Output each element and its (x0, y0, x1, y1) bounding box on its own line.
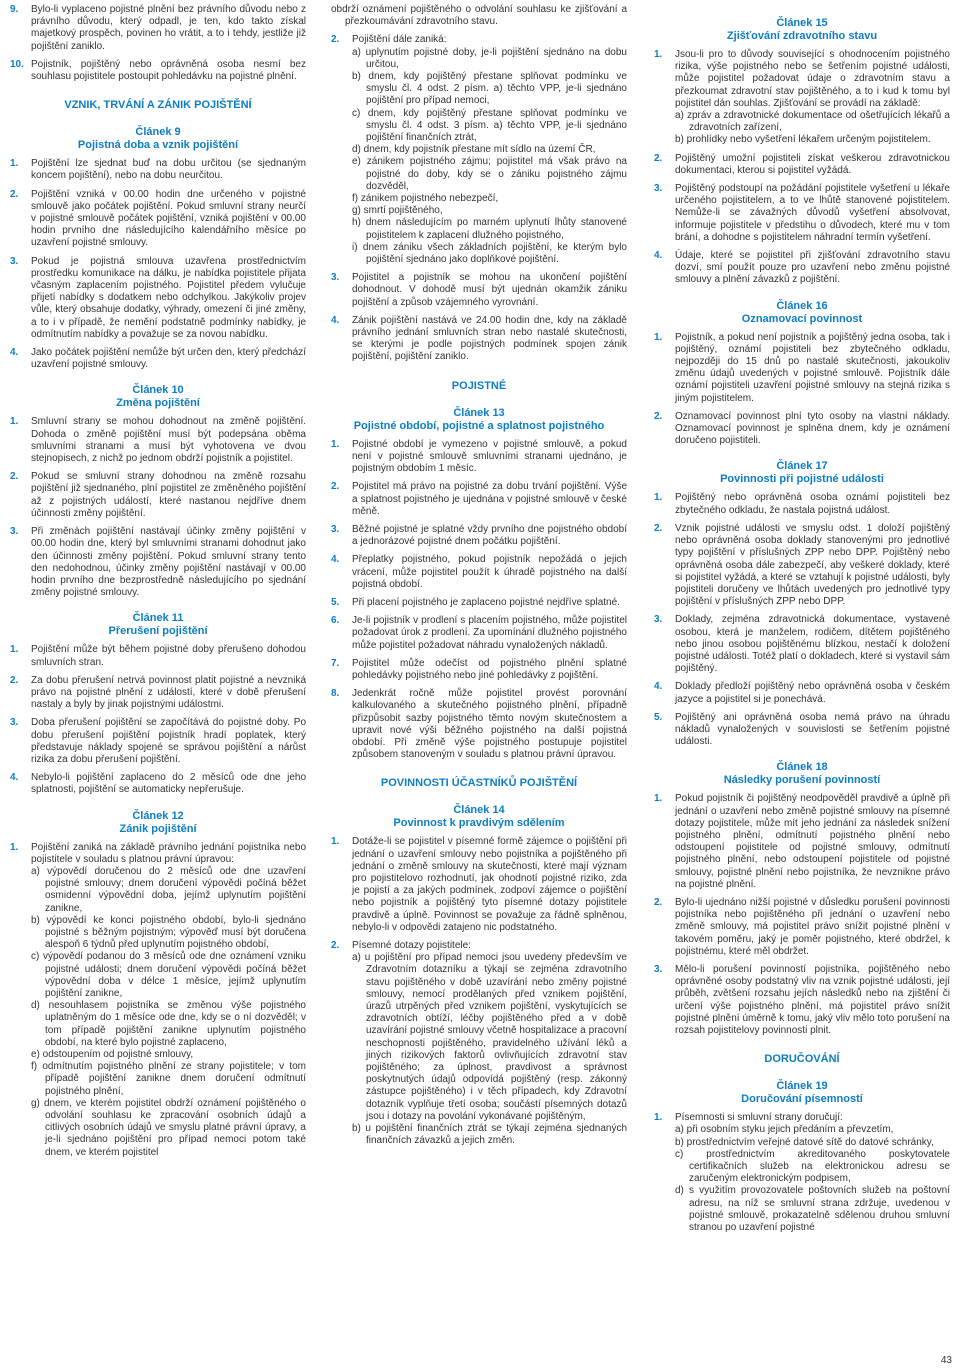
continued-text: obdrží oznámení pojištěného o odvolání souhlasu ke zjišťování a přezkoumávání zdravotního stavu. (331, 4, 627, 28)
clause-text: Pojistník, pojištěný nebo oprávněná osoba nesmí bez souhlasu pojistitele postoupit pohledávku na pojistné plnění. (31, 58, 306, 83)
clause-number: 8. (331, 688, 340, 700)
text-column-left (10, 4, 306, 1165)
clause-text: Vznik pojistné události ve smyslu odst. 1 doloží pojištěný nebo oprávněná osoba doklady stanovenými pro jednotlivé typy pojištění v příslušných ZPP nebo DPP. Pojištěný nebo oprávněná osoba dále zabezpečí, aby veškeré doklady, které si pojistitel vyžádá, a které se vztahují k pojistné události, byly pojistiteli doručeny ve lhůtách uvedených pro jednotlivé typy pojištění v příslušných ZPP nebo DPP. (675, 522, 950, 608)
clause-number: 4. (654, 681, 663, 693)
article-heading: Článek 15 (776, 17, 828, 29)
clause-item (10, 59, 306, 83)
clause-item (10, 675, 306, 712)
clause-text: Bylo-li vyplaceno pojistné plnění bez právního důvodu nebo z právního důvodu, který odpadl, je ten, kdo takto získal majetkový prospěch, povinen ho vrátit, a to i tehdy, jestliže již pojištění zaniklo. (31, 4, 306, 52)
clause-number: 1. (10, 644, 19, 656)
article-heading: Článek 10 (132, 384, 184, 397)
article-heading: Článek 13 (453, 406, 505, 419)
clause-body (675, 153, 950, 177)
clause-item (10, 189, 306, 250)
clause-number: 1. (331, 438, 340, 450)
clause-body (675, 49, 950, 147)
clause-body (675, 332, 950, 405)
clause-body (675, 793, 950, 891)
clause-subitem: i) dnem zániku všech základních pojištění, ke kterým bylo pojištění sjednáno jako doplňkové pojištění. (352, 241, 627, 266)
clause-subitem: b) u pojištění finančních ztrát se týkají zejména sjednaných finančních závazků a jejich změn. (352, 1123, 627, 1147)
section-heading: VZNIK, TRVÁNÍ A ZÁNIK POJIŠTĚNÍ (64, 99, 252, 112)
clause-text: Doklady, zejména zdravotnická dokumentace, vystavené osobou, která je manželem, rodičem, dítětem pojištěného nebo jinou osobou pojištěnému blízkou, nestačí k doložení pojistné události. Totéž platí o dokladech, které si vystavil sám pojištěný. (675, 614, 950, 675)
clause-subitem: a) zpráv a zdravotnické dokumentace od ošetřujících lékařů a zdravotních zařízení, (675, 110, 950, 134)
clause-number: 10. (10, 58, 24, 70)
clause-body (352, 688, 627, 761)
article-title: Oznamovací povinnost (741, 312, 863, 325)
article-title: Přerušení pojištění (108, 625, 208, 638)
clause-text: Jedenkrát ročně může pojistitel provést porovnání kalkulovaného a skutečného pojistného plnění, případně přizpůsobit sazby pojistného těmto novým skutečnostem a upravit nové výši běžného pojistného na další pojistná období. Při změně výše pojistného postupuje pojistitel způsobem stanoveným v souladu s platnou právní úpravou. (352, 688, 627, 761)
clause-body (675, 964, 950, 1037)
clause-item (331, 615, 627, 652)
clause-body (352, 940, 627, 1147)
clause-item (654, 1112, 950, 1234)
clause-body (352, 836, 627, 934)
clause-number: 1. (10, 416, 19, 428)
clause-item (654, 183, 950, 244)
clause-body (31, 842, 306, 1159)
clause-text: Pojištěný nebo oprávněná osoba oznámí pojistiteli bez zbytečného odkladu, že nastala pojistná událost. (675, 492, 950, 516)
clause-text: Mělo-li porušení povinností pojistníka, pojištěného nebo oprávněné osoby podstatný vliv na vznik pojistné události, její průběh, zvětšení rozsahu jejích následků nebo na zjištění či určení výše pojistného plnění, má pojistitel právo snížit pojistné plnění úměrně k tomu, jaký vliv mělo toto porušení na rozsah pojistitelovy povinnosti plnit. (675, 963, 950, 1036)
clause-item (654, 153, 950, 177)
clause-number: 9. (10, 4, 19, 15)
clause-subitem: f) zánikem pojistného nebezpečí, (352, 193, 499, 205)
clause-body (352, 439, 627, 476)
clause-text: Pojištění zaniká na základě právního jednání pojistníka nebo pojistitele v souladu s platnou právní úpravou: (31, 841, 306, 865)
clause-text: Pojistné období je vymezeno v pojistné smlouvě, a pokud není v pojistné smlouvě smluvními stranami ujednáno, je pojistným obdobím 1 měsíc. (352, 438, 627, 475)
clause-item (654, 49, 950, 147)
clause-text: Pojistitel může odečíst od pojistného plnění splatné pohledávky pojistného nebo jiné pohledávky z pojištění. (352, 657, 627, 681)
clause-number: 2. (331, 481, 340, 493)
clause-subitem: h) dnem následujícím po marném uplynutí lhůty stanovené pojistitelem k zaplacení dlužného pojistného, (352, 217, 627, 241)
clause-number: 2. (654, 152, 663, 164)
clause-item (654, 964, 950, 1037)
clause-body (31, 416, 306, 465)
clause-text: Oznamovací povinnost plní tyto osoby na vlastní náklady. Oznamovací povinnost je splněna dnem, kdy je oznámení doručeno pojistiteli. (675, 410, 950, 447)
clause-text: Pojištěný umožní pojistiteli získat veškerou zdravotnickou dokumentaci, kterou si pojistitel vyžádá. (675, 152, 950, 176)
clause-item (331, 315, 627, 364)
clause-number: 3. (331, 523, 340, 535)
clause-text: Smluvní strany se mohou dohodnout na změně pojištění. Dohoda o změně pojištění musí být podepsána oběma smluvními stranami a musí být vyhotovena ve dvou stejnopisech, z nichž po jednom obdrží pojistník a pojistitel. (31, 416, 306, 465)
clause-item (10, 256, 306, 341)
article-heading: Článek 14 (453, 804, 505, 817)
clause-text: Údaje, které se pojistitel při zjišťování zdravotního stavu dozví, smí použít pouze pro uzavření nebo změnu pojistné smlouvy a plnění závazků z pojištění. (675, 250, 950, 286)
clause-text: Je-li pojistník v prodlení s placením pojistného, může pojistitel požadovat úrok z prodlení. Za upomínání dlužného pojistného může pojistitel požadovat náhradu vynaložených nákladů. (352, 615, 627, 651)
clause-number: 4. (10, 772, 19, 784)
clause-number: 2. (654, 896, 663, 908)
clause-text: Pojištění může být během pojistné doby přerušeno dohodou smluvních stran. (31, 644, 306, 668)
article-title: Povinnosti při pojistné události (720, 473, 884, 486)
clause-number: 1. (654, 793, 663, 805)
clause-body (31, 644, 306, 668)
clause-item (654, 492, 950, 516)
clause-body (31, 256, 306, 341)
clause-body (31, 526, 306, 599)
clause-number: 1. (654, 1112, 663, 1124)
clause-item (331, 524, 627, 548)
clause-subitem: c) dnem, kdy pojištěný přestane splňovat podmínku ve smyslu čl. 4 odst. 3 písm. a) těchto VPP, je-li sjednáno pojištění finančních ztrát, (352, 107, 627, 144)
article-title: Změna pojištění (116, 397, 200, 410)
article-heading: Článek 11 (132, 612, 184, 625)
clause-text: Pojištění lze sjednat buď na dobu určitou (se sjednaným koncem pojištění), nebo na dobu neurčitou. (31, 158, 306, 182)
section-heading: DORUČOVÁNÍ (764, 1053, 840, 1066)
page-number: 43 (940, 1355, 952, 1366)
clause-text: Písemnosti si smluvní strany doručují: (675, 1112, 843, 1124)
clause-item (10, 471, 306, 520)
article-title: Následky porušení povinností (723, 774, 881, 787)
clause-body (31, 59, 306, 83)
clause-body (352, 597, 627, 609)
article-title: Zjišťování zdravotního stavu (726, 30, 878, 42)
article-heading: Článek 12 (132, 809, 184, 822)
clause-text: Nebylo-li pojištění zaplaceno do 2 měsíců ode dne jeho splatnosti, pojištění se automaticky nepřerušuje. (31, 772, 306, 796)
article-title: Pojistná doba a vznik pojištění (77, 139, 239, 152)
clause-item (331, 836, 627, 934)
clause-number: 1. (10, 158, 19, 170)
clause-body (31, 158, 306, 182)
clause-item (331, 688, 627, 761)
clause-item (10, 772, 306, 796)
clause-body (675, 614, 950, 675)
clause-item (10, 644, 306, 668)
article-title: Doručování písemností (741, 1093, 863, 1106)
clause-body (675, 712, 950, 749)
article-heading: Článek 9 (135, 126, 181, 139)
clause-subitem: a) výpovědí doručenou do 2 měsíců ode dne uzavření pojistné smlouvy; dnem doručení výpovědi počíná běžet osmidenní výpovědní doba, jejímž uplynutím pojištění zanikne, (31, 865, 306, 914)
clause-item (10, 842, 306, 1159)
clause-text: Jako počátek pojištění nemůže být určen den, který předchází uzavření pojistné smlouvy. (31, 347, 306, 371)
clause-text: Bylo-li ujednáno nižší pojistné v důsledku porušení povinnosti pojistníka nebo pojištěného při jednání o uzavření nebo změně smlouvy, má pojistitel právo snížit pojistné plnění v takovém poměru, jaký je poměr pojistného, které obdržel, k pojistnému, které měl obdržet. (675, 896, 950, 957)
article-heading: Článek 19 (776, 1080, 828, 1093)
clause-body (675, 681, 950, 705)
clause-subitem: c) prostřednictvím akreditovaného poskytovatele certifikačních služeb na elektronickou adresu se zaručeným elektronickým podpisem, (675, 1148, 950, 1185)
text-column-right (654, 4, 950, 1240)
clause-body (31, 4, 306, 53)
clause-body (352, 658, 627, 682)
clause-number: 3. (10, 255, 19, 267)
clause-body (31, 675, 306, 712)
clause-subitem: d) dnem, kdy pojistník přestane mít sídlo na území ČR, (352, 144, 596, 156)
article-heading: Článek 17 (776, 460, 828, 473)
clause-body (675, 183, 950, 244)
clause-number: 3. (331, 272, 340, 284)
clause-body (31, 347, 306, 371)
clause-item (331, 272, 627, 309)
clause-text: Dotáže-li se pojistitel v písemné formě zájemce o pojištění při jednání o uzavření smlouvy nebo pojistníka a pojištěného při jednání o změně smlouvy na skutečnosti, které mají význam pro pojistitelovo rozhodnutí, jak ohodnotí pojistné riziko, zda je pojistí a za jakých podmínek, zodpoví zájemce o pojištění nebo pojistník a pojištěný tyto písemné dotazy pojistitele pravdivě a úplně. Povinnost se považuje za řádně splněnou, nebylo-li v odpovědi zatajeno nic podstatného. (352, 836, 627, 933)
clause-subitem: b) výpovědí ke konci pojistného období, bylo-li sjednáno pojistné s běžným pojistným; výpověď musí být doručena alespoň 6 týdnů před uplynutím pojistného období, (31, 914, 306, 951)
clause-subitem: e) odstoupením od pojistné smlouvy, (31, 1049, 194, 1060)
clause-number: 2. (654, 410, 663, 422)
clause-subitem: b) prohlídky nebo vyšetření lékařem určeným pojistitelem. (675, 134, 931, 146)
clause-body (675, 523, 950, 608)
clause-number: 3. (654, 614, 663, 626)
clause-item (331, 554, 627, 591)
clause-number: 5. (654, 711, 663, 723)
clause-number: 4. (10, 347, 19, 359)
text-column-middle (331, 4, 627, 1153)
clause-number: 1. (10, 841, 19, 853)
clause-item (654, 332, 950, 405)
clause-subitem: a) u pojištění pro případ nemoci jsou uvedeny především ve Zdravotním dotazníku a týkají se zejména zdravotního stavu pojištěného v době uzavírání nebo změny pojistné smlouvy, nemocí prodělaných před vznikem pojištění, úrazů utrpěných před vznikem pojištění, vyskytujících se zdravotních obtíží, léčby pojištěného před a v době uzavírání pojistné smlouvy včetně hospitalizace a pracovní neschopnosti pojištěného, pravidelného užívání léků a jiných rizikových faktorů ovlivňujících zdravotní stav pojištěného; za úplnost, pravdivost a správnost poskytnutých údajů odpovídá pojištěný (resp. zákonný zástupce pojištěného) i v těch případech, kdy Zdravotní dotazník vyplňuje třetí osoba; součástí písemných dotazů jsou i dotazy na povolání vykonávané pojištěným, (352, 952, 627, 1122)
clause-number: 1. (654, 331, 663, 343)
clause-item (10, 347, 306, 371)
article-title: Zánik pojištění (119, 822, 197, 835)
clause-text: Pojištění vzniká v 00.00 hodin dne určeného v pojistné smlouvě jako počátek pojištění. Pokud smluvní strany neurčí v pojistné smlouvě počátek pojištění, vzniká pojištění v 00.00 hodin prvního dne následujícího kalendářního měsíce po uzavření pojistné smlouvy. (31, 188, 306, 249)
clause-text: Za dobu přerušení netrvá povinnost platit pojistné a nevzniká právo na pojistné plnění z událostí, které v době přerušení nastaly a byly by jinak pojistnými událostmi. (31, 674, 306, 711)
clause-item (331, 481, 627, 518)
clause-subitem: a) uplynutím pojistné doby, je-li pojištění sjednáno na dobu určitou, (352, 46, 627, 70)
clause-text: Běžné pojistné je splatné vždy prvního dne pojistného období a jednorázové pojistné dnem počátku pojištění. (352, 523, 627, 548)
clause-body (352, 272, 627, 309)
clause-subitem: a) při osobním styku jejich předáním a převzetím, (675, 1124, 894, 1136)
clause-body (675, 1112, 950, 1234)
clause-text: Doba přerušení pojištění se započítává do pojistné doby. Po dobu přerušení pojištění pojistník hradí poplatek, který představuje náklady spojené se správou pojištění a nárůst rizika za dobu přerušení pojištění. (31, 717, 306, 765)
clause-text: Písemné dotazy pojistitele: (352, 939, 471, 951)
clause-text: Při placení pojistného je zaplaceno pojistné nejdříve splatné. (352, 596, 620, 608)
clause-subitem: d) nesouhlasem pojistníka se změnou výše pojistného uplatněným do 1 měsíce ode dne, kdy se o ní dozvěděl; v tom případě pojištění zanikne uplynutím pojistného období, na které bylo pojistné zaplaceno, (31, 1000, 306, 1048)
clause-item (331, 940, 627, 1147)
clause-body (352, 615, 627, 652)
clause-body (31, 189, 306, 250)
clause-item (654, 681, 950, 705)
clause-number: 1. (654, 49, 663, 60)
clause-number: 2. (331, 939, 340, 951)
clause-body (675, 492, 950, 516)
clause-subitem: g) smrtí pojištěného, (352, 205, 443, 217)
clause-number: 3. (654, 963, 663, 975)
clause-item (654, 411, 950, 448)
section-heading: POJISTNÉ (451, 379, 507, 392)
article-title: Pojistné období, pojistné a splatnost pojistného (353, 419, 605, 432)
clause-subitem: f) odmítnutím pojistného plnění ze strany pojistitele; v tom případě pojištění zanikne dnem doručení odmítnutí pojistného plnění, (31, 1061, 306, 1097)
clause-subitem: g) dnem, ve kterém pojistitel obdrží oznámení pojištěného o odvolání souhlasu ke zpracování osobních údajů a citlivých osobních údajů ve smyslu platné právní úpravy, a je-li sjednáno pojištění pro případ nemoci potom také dnem, ve kterém pojistitel (31, 1097, 306, 1158)
clause-subitem: b) prostřednictvím veřejné datové sítě do datové schránky, (675, 1136, 934, 1148)
clause-item (331, 597, 627, 609)
clause-item (654, 250, 950, 287)
clause-body (352, 554, 627, 591)
clause-body (31, 717, 306, 766)
clause-text: Při změnách pojištění nastávají účinky změny pojištění v 00.00 hodin dne, který byl smluvními stranami dohodnut jako den účinnosti změny pojištění. Pokud smluvní strany tento den nedohodnou, účinky změny pojištění nastávají v 00.00 hodin prvního dne bezprostředně následujícího po sjednání změny pojistné smlouvy. (31, 526, 306, 599)
clause-number: 6. (331, 615, 340, 627)
article-heading: Článek 16 (776, 299, 828, 312)
article-heading: Článek 18 (776, 761, 828, 774)
clause-number: 3. (10, 526, 19, 538)
clause-number: 2. (331, 34, 340, 46)
clause-text: Pojištění dále zaniká: (352, 34, 447, 46)
clause-item (10, 526, 306, 599)
clause-number: 7. (331, 657, 340, 669)
clause-body (31, 471, 306, 520)
article-title: Povinnost k pravdivým sdělením (393, 817, 565, 830)
clause-subitem: d) s využitím provozovatele poštovních služeb na poštovní adresu, na níž se smluvní strana zdržuje, uvedenou v pojistné smlouvě, prokazatelně sdělenou druhou smluvní stranou po uzavření pojistné (675, 1185, 950, 1234)
clause-number: 4. (654, 250, 663, 262)
clause-item (10, 717, 306, 766)
clause-body (675, 897, 950, 958)
clause-item (331, 658, 627, 682)
clause-number: 1. (654, 492, 663, 504)
clause-text: Pojistitel má právo na pojistné za dobu trvání pojištění. Výše a splatnost pojistného je ujednána v pojistné smlouvě v české měně. (352, 481, 627, 517)
clause-item (10, 416, 306, 465)
clause-item (10, 158, 306, 182)
clause-body (352, 524, 627, 548)
clause-item (654, 614, 950, 675)
clause-text: Pojištěný ani oprávněná osoba nemá právo na úhradu nákladů vynaložených v souvislosti se šetřením pojistné události. (675, 711, 950, 748)
section-heading: POVINNOSTI ÚČASTNÍKŮ POJIŠTĚNÍ (380, 777, 578, 790)
clause-number: 3. (10, 717, 19, 729)
clause-text: Přeplatky pojistného, pokud pojistník nepožádá o jejich vrácení, může pojistitel použít k úhradě pojistného na další pojistná období. (352, 554, 627, 590)
clause-subitem: b) dnem, kdy pojištěný přestane splňovat podmínku ve smyslu čl. 4 odst. 2 písm. a) těchto VPP, je-li sjednáno pojištění pro případ nemoci, (352, 71, 627, 107)
clause-number: 3. (654, 183, 663, 195)
clause-text: Pojistník, a pokud není pojistník a pojištěný jedna osoba, tak i pojištěný, oznámí pojistiteli bez zbytečného odkladu, nejpozději do 15 dnů po nastalé skutečnosti, jakoukoliv změnu údajů uvedených v pojistné smlouvě. Pojistník dále oznámí pojistiteli uzavření pojistné smlouvy na stejná rizika s jiným pojistitelem. (675, 331, 950, 404)
clause-number: 2. (10, 674, 19, 686)
clause-body (675, 250, 950, 287)
clause-item (10, 4, 306, 53)
clause-text: Jsou-li pro to důvody související s ohodnocením pojistného rizika, výše pojistného nebo se šetřením pojistné události, může pojistitel požadovat údaje o zdravotním stavu a přezkoumat zdravotní stav pojištěného, a to i kud k tomu byl pojistitel dán souhlas. Zjišťování se provádí na základě: (675, 49, 950, 109)
clause-number: 4. (331, 314, 340, 326)
clause-item (331, 439, 627, 476)
clause-body (352, 315, 627, 364)
clause-body (352, 481, 627, 518)
clause-number: 1. (331, 836, 340, 848)
clause-item (654, 793, 950, 891)
clause-text: Doklady předloží pojištěný nebo oprávněná osoba v českém jazyce a pojistitel si je ponechává. (675, 681, 950, 705)
clause-text: Pojistitel a pojistník se mohou na ukončení pojištění dohodnout. V dohodě musí být ujednán okamžik zániku pojištění a způsob vzájemného vyrovnání. (352, 272, 627, 308)
clause-number: 5. (331, 596, 340, 608)
clause-text: Pokud pojistník či pojištěný neodpověděl pravdivě a úplně při jednání o uzavření nebo změně pojistné smlouvy na písemné dotazy pojistitele, může mít jeho jednání za následek snížení pojistného plnění, odmítnutí pojistného plnění nebo odstoupení pojistitele od pojistné smlouvy, odmítnutí pojistného plnění, nebo odstoupení pojistitele od pojistné smlouvy, pojistné plnění nebo pojistníka, že nevznikne právo na pojistné plnění. (675, 793, 950, 890)
clause-subitem: e) zánikem pojistného zájmu; pojistitel má však právo na pojistné do doby, kdy se o zániku pojistného zájmu dozvěděl, (352, 156, 627, 192)
clause-item (654, 523, 950, 608)
clause-text: Zánik pojištění nastává ve 24.00 hodin dne, kdy na základě právního jednání smluvních stran nebo nastalé skutečnosti, se kterými je podle pojistných podmínek spojen zánik pojištění, pojištění zaniklo. (352, 314, 627, 363)
clause-body (31, 772, 306, 796)
clause-number: 2. (10, 188, 19, 200)
clause-subitem: c) výpovědí podanou do 3 měsíců ode dne oznámení vzniku pojistné události; dnem doručení výpovědi počíná běžet výpovědní doba v délce 1 měsíce, jejímž uplynutím pojištění zanikne, (31, 951, 306, 999)
clause-body (352, 34, 627, 266)
clause-number: 2. (10, 471, 19, 483)
clause-number: 2. (654, 522, 663, 534)
clause-text: Pokud se smluvní strany dohodnou na změně rozsahu pojištění již sjednaného, plní pojistitel ze změněného pojištění až z pojistných událostí, které nastanou nejdříve dnem účinnosti změny pojištění. (31, 471, 306, 519)
clause-item (331, 34, 627, 266)
clause-item (654, 897, 950, 958)
clause-text: Pokud je pojistná smlouva uzavřena prostřednictvím prostředku komunikace na dálku, je nabídka pojistitele přijata včasným zaplacením pojistného. Pojistitel předem vylučuje přijetí nabídky s dodatkem nebo odchylkou. Jakýkoliv projev vůle, který obsahuje dodatky, výhrady, omezení či jiné změny, a to i v případě, že nemění podstatně podmínky nabídky, je odmítnutím nabídky a považuje se za novou nabídku. (31, 255, 306, 340)
clause-text: Pojištěný podstoupí na požádání pojistitele vyšetření u lékaře určeného pojistitelem, a to ve lhůtě stanovené pojistitelem. Nemůže-li se závažných důvodů vyšetření absolvovat, informuje pojistitele v předstihu o důvodech, které mu v tom brání, a dohodne s pojistitelem náhradní termín vyšetření. (675, 183, 950, 243)
clause-number: 4. (331, 554, 340, 566)
clause-item (654, 712, 950, 749)
clause-body (675, 411, 950, 448)
